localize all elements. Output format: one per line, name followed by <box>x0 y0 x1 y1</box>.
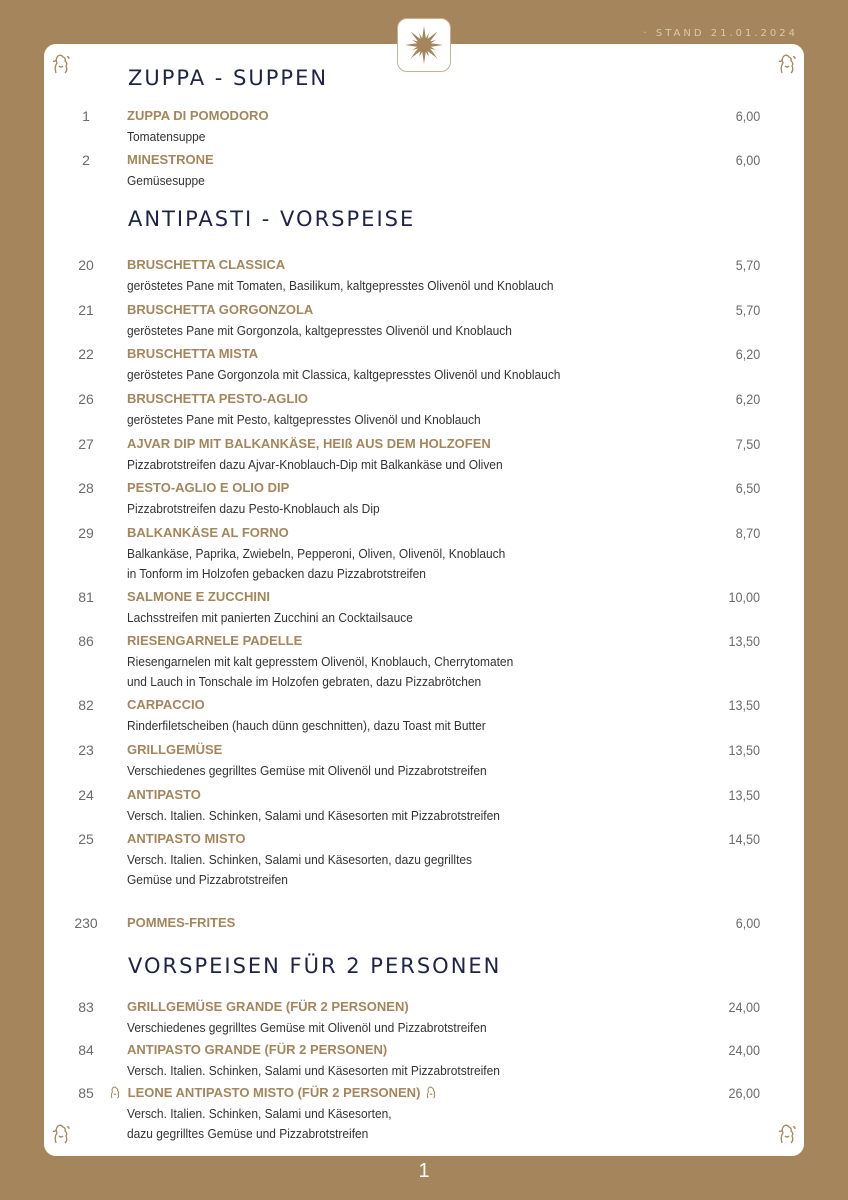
item-description: Verschiedenes gegrilltes Gemüse mit Olivenöl und Pizzabrotstreifen <box>127 763 487 778</box>
item-name: LEONE ANTIPASTO MISTO (FÜR 2 PERSONEN) <box>127 1085 421 1100</box>
item-number: 22 <box>78 346 94 362</box>
item-description: Gemüsesuppe <box>127 173 205 188</box>
item-number: 27 <box>78 436 94 452</box>
item-price: 26,00 <box>728 1085 760 1101</box>
item-description: Versch. Italien. Schinken, Salami und Käsesorten mit Pizzabrotstreifen <box>127 1063 500 1078</box>
item-number: 84 <box>78 1042 94 1058</box>
item-name: ANTIPASTO <box>127 787 201 802</box>
item-description: geröstetes Pane mit Tomaten, Basilikum, kaltgepresstes Olivenöl und Knoblauch <box>127 278 554 293</box>
item-name: BRUSCHETTA CLASSICA <box>127 257 286 272</box>
item-name: BRUSCHETTA GORGONZOLA <box>127 302 314 317</box>
lion-icon <box>108 1085 122 1103</box>
item-number: 230 <box>74 915 98 931</box>
page-number: 1 <box>418 1160 430 1182</box>
item-price: 5,70 <box>735 302 760 318</box>
item-price: 10,00 <box>728 589 760 605</box>
item-name: MINESTRONE <box>127 152 214 167</box>
item-number: 1 <box>82 108 90 124</box>
item-price: 13,50 <box>728 697 760 713</box>
lion-icon <box>776 1122 798 1146</box>
item-number: 2 <box>82 152 90 168</box>
item-price: 6,00 <box>735 915 760 931</box>
lion-icon <box>50 52 72 76</box>
lion-icon <box>424 1085 438 1103</box>
item-price: 8,70 <box>735 525 760 541</box>
item-name: GRILLGEMÜSE <box>127 742 223 757</box>
item-name-wrap <box>108 1085 438 1103</box>
item-number: 83 <box>78 999 94 1015</box>
item-name: ANTIPASTO GRANDE (FÜR 2 PERSONEN) <box>127 1042 388 1057</box>
item-description: Lachsstreifen mit panierten Zucchini an Cocktailsauce <box>127 610 413 625</box>
item-description: geröstetes Pane Gorgonzola mit Classica, kaltgepresstes Olivenöl und Knoblauch <box>127 367 561 382</box>
item-number: 25 <box>78 831 94 847</box>
section-title: ANTIPASTI - VORSPEISE <box>128 207 416 231</box>
item-number: 86 <box>78 633 94 649</box>
item-description: Versch. Italien. Schinken, Salami und Käsesorten, dazu gegrilltes Gemüse und Pizzabrotstreifen <box>127 1106 392 1141</box>
item-name: RIESENGARNELE PADELLE <box>127 633 303 648</box>
item-number: 28 <box>78 480 94 496</box>
item-name: BRUSCHETTA MISTA <box>127 346 259 361</box>
item-number: 85 <box>78 1085 94 1101</box>
item-description: Tomatensuppe <box>127 129 206 144</box>
section-title: ZUPPA - SUPPEN <box>128 66 329 90</box>
item-name: BALKANKÄSE AL FORNO <box>127 525 289 540</box>
item-price: 6,20 <box>735 346 760 362</box>
item-description: Verschiedenes gegrilltes Gemüse mit Olivenöl und Pizzabrotstreifen <box>127 1020 487 1035</box>
item-number: 81 <box>78 589 94 605</box>
item-description: Versch. Italien. Schinken, Salami und Käsesorten mit Pizzabrotstreifen <box>127 808 500 823</box>
item-number: 23 <box>78 742 94 758</box>
lion-icon <box>776 52 798 76</box>
sun-star-icon <box>397 18 451 72</box>
item-number: 29 <box>78 525 94 541</box>
item-name: PESTO-AGLIO E OLIO DIP <box>127 480 290 495</box>
item-number: 21 <box>78 302 94 318</box>
item-number: 20 <box>78 257 94 273</box>
item-price: 24,00 <box>728 999 760 1015</box>
item-price: 6,00 <box>735 108 760 124</box>
stand-date: · STAND 21.01.2024 <box>643 28 798 39</box>
item-description: Versch. Italien. Schinken, Salami und Käsesorten, dazu gegrilltes Gemüse und Pizzabrotstreifen <box>127 852 473 887</box>
item-name: SALMONE E ZUCCHINI <box>127 589 270 604</box>
item-description: geröstetes Pane mit Pesto, kaltgepresstes Olivenöl und Knoblauch <box>127 412 481 427</box>
section-title: VORSPEISEN FÜR 2 PERSONEN <box>128 954 502 978</box>
item-name: ANTIPASTO MISTO <box>127 831 246 846</box>
item-price: 14,50 <box>728 831 760 847</box>
item-price: 6,20 <box>735 391 760 407</box>
item-price: 13,50 <box>728 633 760 649</box>
item-number: 26 <box>78 391 94 407</box>
item-price: 7,50 <box>735 436 760 452</box>
item-price: 13,50 <box>728 787 760 803</box>
item-price: 5,70 <box>735 257 760 273</box>
item-name: GRILLGEMÜSE GRANDE (FÜR 2 PERSONEN) <box>127 999 409 1014</box>
item-number: 82 <box>78 697 94 713</box>
lion-icon <box>50 1122 72 1146</box>
item-description: Pizzabrotstreifen dazu Ajvar-Knoblauch-Dip mit Balkankäse und Oliven <box>127 457 503 472</box>
item-name: CARPACCIO <box>127 697 205 712</box>
item-price: 6,00 <box>735 152 760 168</box>
item-description: Riesengarnelen mit kalt gepresstem Olivenöl, Knoblauch, Cherrytomaten und Lauch in Tonschale im Holzofen gebraten, dazu Pizzabrötchen <box>127 654 514 689</box>
item-price: 24,00 <box>728 1042 760 1058</box>
item-description: Rinderfiletscheiben (hauch dünn geschnitten), dazu Toast mit Butter <box>127 718 486 733</box>
item-name: POMMES-FRITES <box>127 915 236 930</box>
item-name: ZUPPA DI POMODORO <box>127 108 269 123</box>
item-name: AJVAR DIP MIT BALKANKÄSE, HEIß AUS DEM HOLZOFEN <box>127 436 491 451</box>
item-description: Balkankäse, Paprika, Zwiebeln, Pepperoni, Oliven, Olivenöl, Knoblauch in Tonform im Holzofen gebacken dazu Pizzabrotstreifen <box>127 546 506 581</box>
item-price: 13,50 <box>728 742 760 758</box>
item-name: BRUSCHETTA PESTO-AGLIO <box>127 391 309 406</box>
item-description: Pizzabrotstreifen dazu Pesto-Knoblauch als Dip <box>127 501 380 516</box>
item-price: 6,50 <box>735 480 760 496</box>
item-description: geröstetes Pane mit Gorgonzola, kaltgepresstes Olivenöl und Knoblauch <box>127 323 512 338</box>
item-number: 24 <box>78 787 94 803</box>
